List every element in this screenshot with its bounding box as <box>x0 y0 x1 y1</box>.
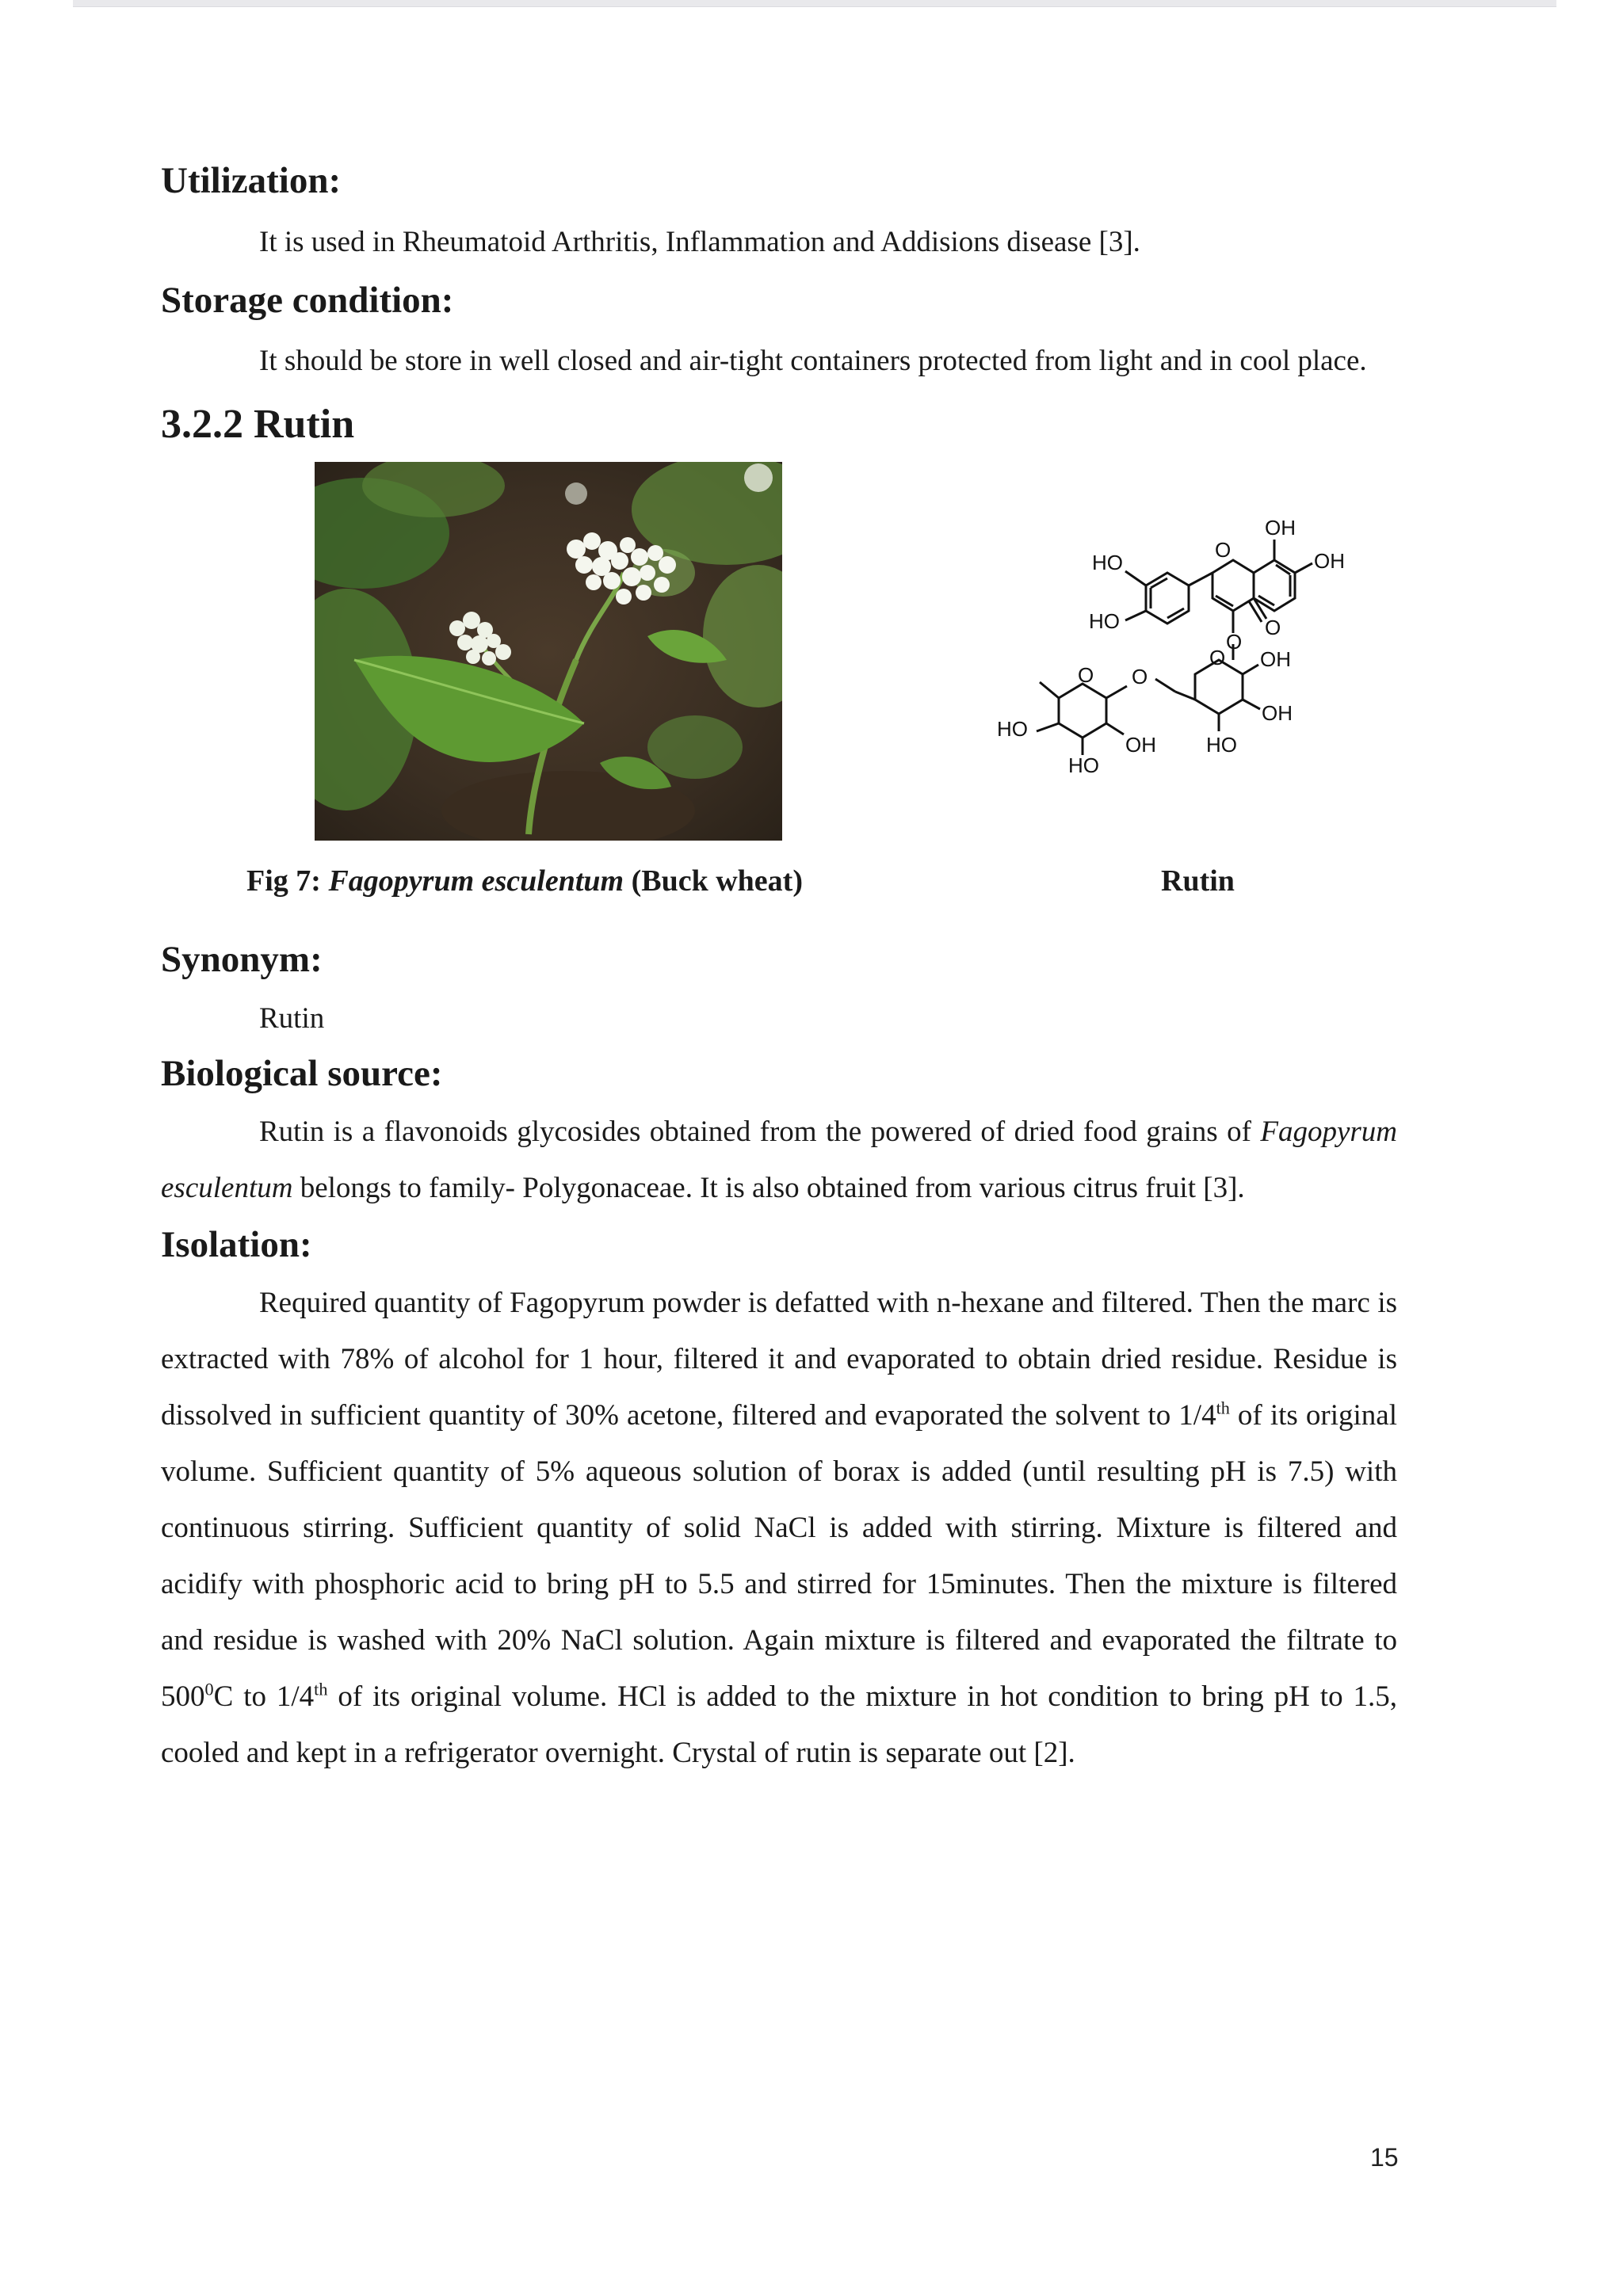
label-oh-sugar2a: OH <box>1260 647 1291 672</box>
label-oh-sugar1: OH <box>1125 733 1156 757</box>
label-ho-sugar1: HO <box>997 717 1028 742</box>
buckwheat-photo <box>315 462 782 841</box>
utilization-heading: Utilization: <box>161 160 342 201</box>
page-number: 15 <box>1370 2143 1399 2172</box>
figure-caption <box>246 864 803 898</box>
isolation-heading: Isolation: <box>161 1223 312 1265</box>
isolation-text: Required quantity of Fagopyrum powder is defatted with n-hexane and filtered. Then the marc is extracted with 78% of alcohol for 1 hour, filtered it and evaporated to obtain dried residue. Residue is dissolved in sufficient quantity of 30% acetone, filtered and evaporated the solvent to 1/4th of its original volume. Sufficient quantity of 5% aqueous solution of borax is added (until resulting pH is 7.5) with continuous stirring. Sufficient quantity of solid NaCl is added with stirring. Mixture is filtered and acidify with phosphoric acid to bring pH to 5.5 and stirred for 15minutes. Then the mixture is filtered and residue is washed with 20% NaCl solution. Again mixture is filtered and evaporated the filtrate to $500^0C$ to 1/4th of its original volume. HCl is added to the mixture in hot condition to bring pH to 1.5, cooled and kept in a refrigerator overnight. Crystal of rutin is separate out [2]. <box>161 1287 1397 1770</box>
structure-caption: Rutin <box>1161 864 1235 898</box>
caption-species: Fagopyrum esculentum <box>328 864 624 898</box>
caption-suffix: (Buck wheat) <box>624 864 803 898</box>
label-ho-lower: HO <box>1089 609 1120 634</box>
species-name: Fagopyrum esculentum <box>161 1115 1397 1204</box>
figure-row <box>161 462 1397 937</box>
utilization-text: It is used in Rheumatoid Arthritis, Inflammation and Addisions disease [3]. <box>259 226 1140 259</box>
rutin-structure <box>957 444 1369 841</box>
label-ho-upper: HO <box>1092 551 1123 575</box>
storage-text: It should be store in well closed and air-tight containers protected from light and in cool place. <box>259 344 1367 377</box>
section-title: 3.2.2 Rutin <box>161 401 355 447</box>
label-oh-top: OH <box>1265 516 1296 540</box>
label-o-link: O <box>1132 665 1148 689</box>
label-o-sugar2: O <box>1209 646 1226 670</box>
label-o-glyc: O <box>1226 630 1243 654</box>
synonym-text: Rutin <box>259 1001 325 1035</box>
label-oh-right: OH <box>1314 549 1345 574</box>
biological-source-text: Rutin is a flavonoids glycosides obtained from the powered of dried food grains of Fagopyrum esculentum belongs to family- Polygonaceae. It is also obtained from various citrus fruit [3]. <box>161 1115 1397 1204</box>
label-o-sugar1: O <box>1078 663 1094 688</box>
top-border <box>73 0 1556 7</box>
label-o-ring: O <box>1215 538 1232 563</box>
document-page <box>161 158 1397 1781</box>
biological-source-heading: Biological source: <box>161 1052 443 1094</box>
label-o-carbonyl: O <box>1265 616 1281 640</box>
storage-heading: Storage condition: <box>161 280 454 322</box>
label-ho-sugar2: HO <box>1206 733 1237 757</box>
synonym-heading: Synonym: <box>161 939 323 981</box>
label-ho-sugar1b: HO <box>1068 753 1099 778</box>
label-oh-sugar2b: OH <box>1262 701 1293 726</box>
caption-prefix: Fig 7: <box>246 864 329 898</box>
